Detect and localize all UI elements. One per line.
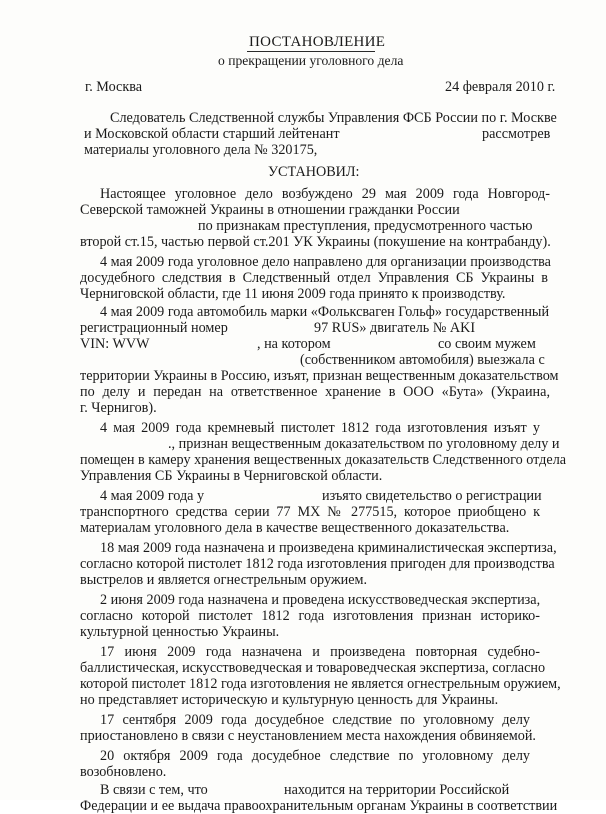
title-underline: [247, 51, 375, 52]
text-line: 4 мая 2009 года автомобиль марки «Фольксваген Гольф» государственный: [100, 304, 550, 320]
text-line: В связи с тем, что: [100, 782, 208, 798]
text-line: 97 RUS» двигатель № AKI: [314, 320, 476, 336]
document-date: 24 февраля 2010 г.: [445, 79, 556, 95]
section-title: УСТАНОВИЛ:: [268, 164, 360, 180]
text-line: 4 мая 2009 года кремневый пистолет 1812 года изготовления изъят у: [100, 420, 540, 436]
text-line: 20 октября 2009 года досудебное следствие по уголовному делу: [100, 748, 530, 764]
text-line: г. Чернигов).: [80, 400, 157, 416]
intro-line-2: и Московской области старший лейтенант: [84, 126, 340, 142]
text-line: территории Украины в Россию, изъят, признан вещественным доказательством: [80, 368, 559, 384]
text-line: досудебного следствия в Следственный отдел Управления СБ Украины в: [80, 270, 548, 286]
text-line: изъято свидетельство о регистрации: [322, 488, 542, 504]
text-line: второй ст.15, частью первой ст.201 УК Украины (покушение на контрабанду).: [80, 234, 551, 250]
text-line: но представляет историческую и культурную ценность для Украины.: [80, 692, 499, 708]
text-line: VIN: WVW: [80, 336, 150, 352]
text-line: культурной ценностью Украины.: [80, 624, 280, 640]
text-line: Черниговской области, где 11 июня 2009 года принято к производству.: [80, 286, 506, 302]
text-line: Северской таможней Украины в отношении гражданки России: [80, 202, 460, 218]
text-line: 4 мая 2009 года у: [100, 488, 205, 504]
text-line: которой пистолет 1812 года изготовления не является огнестрельным оружием,: [80, 676, 561, 692]
text-line: (собственником автомобиля) выезжала с: [300, 352, 545, 368]
text-line: 2 июня 2009 года назначена и проведена искусствоведческая экспертиза,: [100, 592, 541, 608]
intro-line-1: Следователь Следственной службы Управления ФСБ России по г. Москве: [110, 110, 557, 126]
text-line: согласно которой пистолет 1812 года изготовления признан историко-: [80, 608, 540, 624]
text-line: 4 мая 2009 года уголовное дело направлено для организации производства: [100, 254, 551, 270]
text-line: , на котором: [257, 336, 331, 352]
text-line: 17 июня 2009 года назначена и произведена повторная судебно-: [100, 644, 540, 660]
text-line: транспортного средства серии 77 МХ № 277515, которое приобщено к: [80, 504, 540, 520]
place-of-issue: г. Москва: [85, 79, 143, 95]
text-line: 17 сентября 2009 года досудебное следствие по уголовному делу: [100, 712, 530, 728]
text-line: приостановлено в связи с неустановлением места нахождения обвиняемой.: [80, 728, 536, 744]
text-line: Настоящее уголовное дело возбуждено 29 мая 2009 года Новгород-: [100, 186, 550, 202]
text-line: находится на территории Российской: [284, 782, 510, 798]
intro-line-2-end: рассмотрев: [482, 126, 551, 142]
text-line: по делу и передан на ответственное хранение в ООО «Бута» (Украина,: [80, 384, 550, 400]
text-line: согласно которой пистолет 1812 года изготовления пригоден для производства: [80, 556, 555, 572]
text-line: возобновлено.: [80, 764, 167, 780]
text-line: материалам уголовного дела в качестве вещественного доказательства.: [80, 520, 510, 536]
text-line: Управления СБ Украины в Черниговской области.: [80, 468, 383, 484]
text-line: помещен в камеру хранения вещественных доказательств Следственного отдела: [80, 452, 567, 468]
intro-line-3: материалы уголовного дела № 320175,: [84, 142, 318, 158]
text-line: 18 мая 2009 года назначена и произведена криминалистическая экспертиза,: [100, 540, 557, 556]
text-line: регистрационный номер: [80, 320, 228, 336]
text-line: со своим мужем: [438, 336, 536, 352]
text-line: ., признан вещественным доказательством по уголовному делу и: [168, 436, 560, 452]
text-line: выстрелов и является огнестрельным оружием.: [80, 572, 368, 588]
document-title: ПОСТАНОВЛЕНИЕ: [249, 34, 386, 50]
document-subtitle: о прекращении уголовного дела: [218, 53, 404, 68]
text-line: баллистическая, искусствоведческая и товароведческая экспертиза, согласно: [80, 660, 546, 676]
text-line: по признакам преступления, предусмотренного частью: [198, 218, 533, 234]
text-line: Федерации и ее выдача правоохранительным органам Украины в соответствии: [80, 798, 558, 814]
